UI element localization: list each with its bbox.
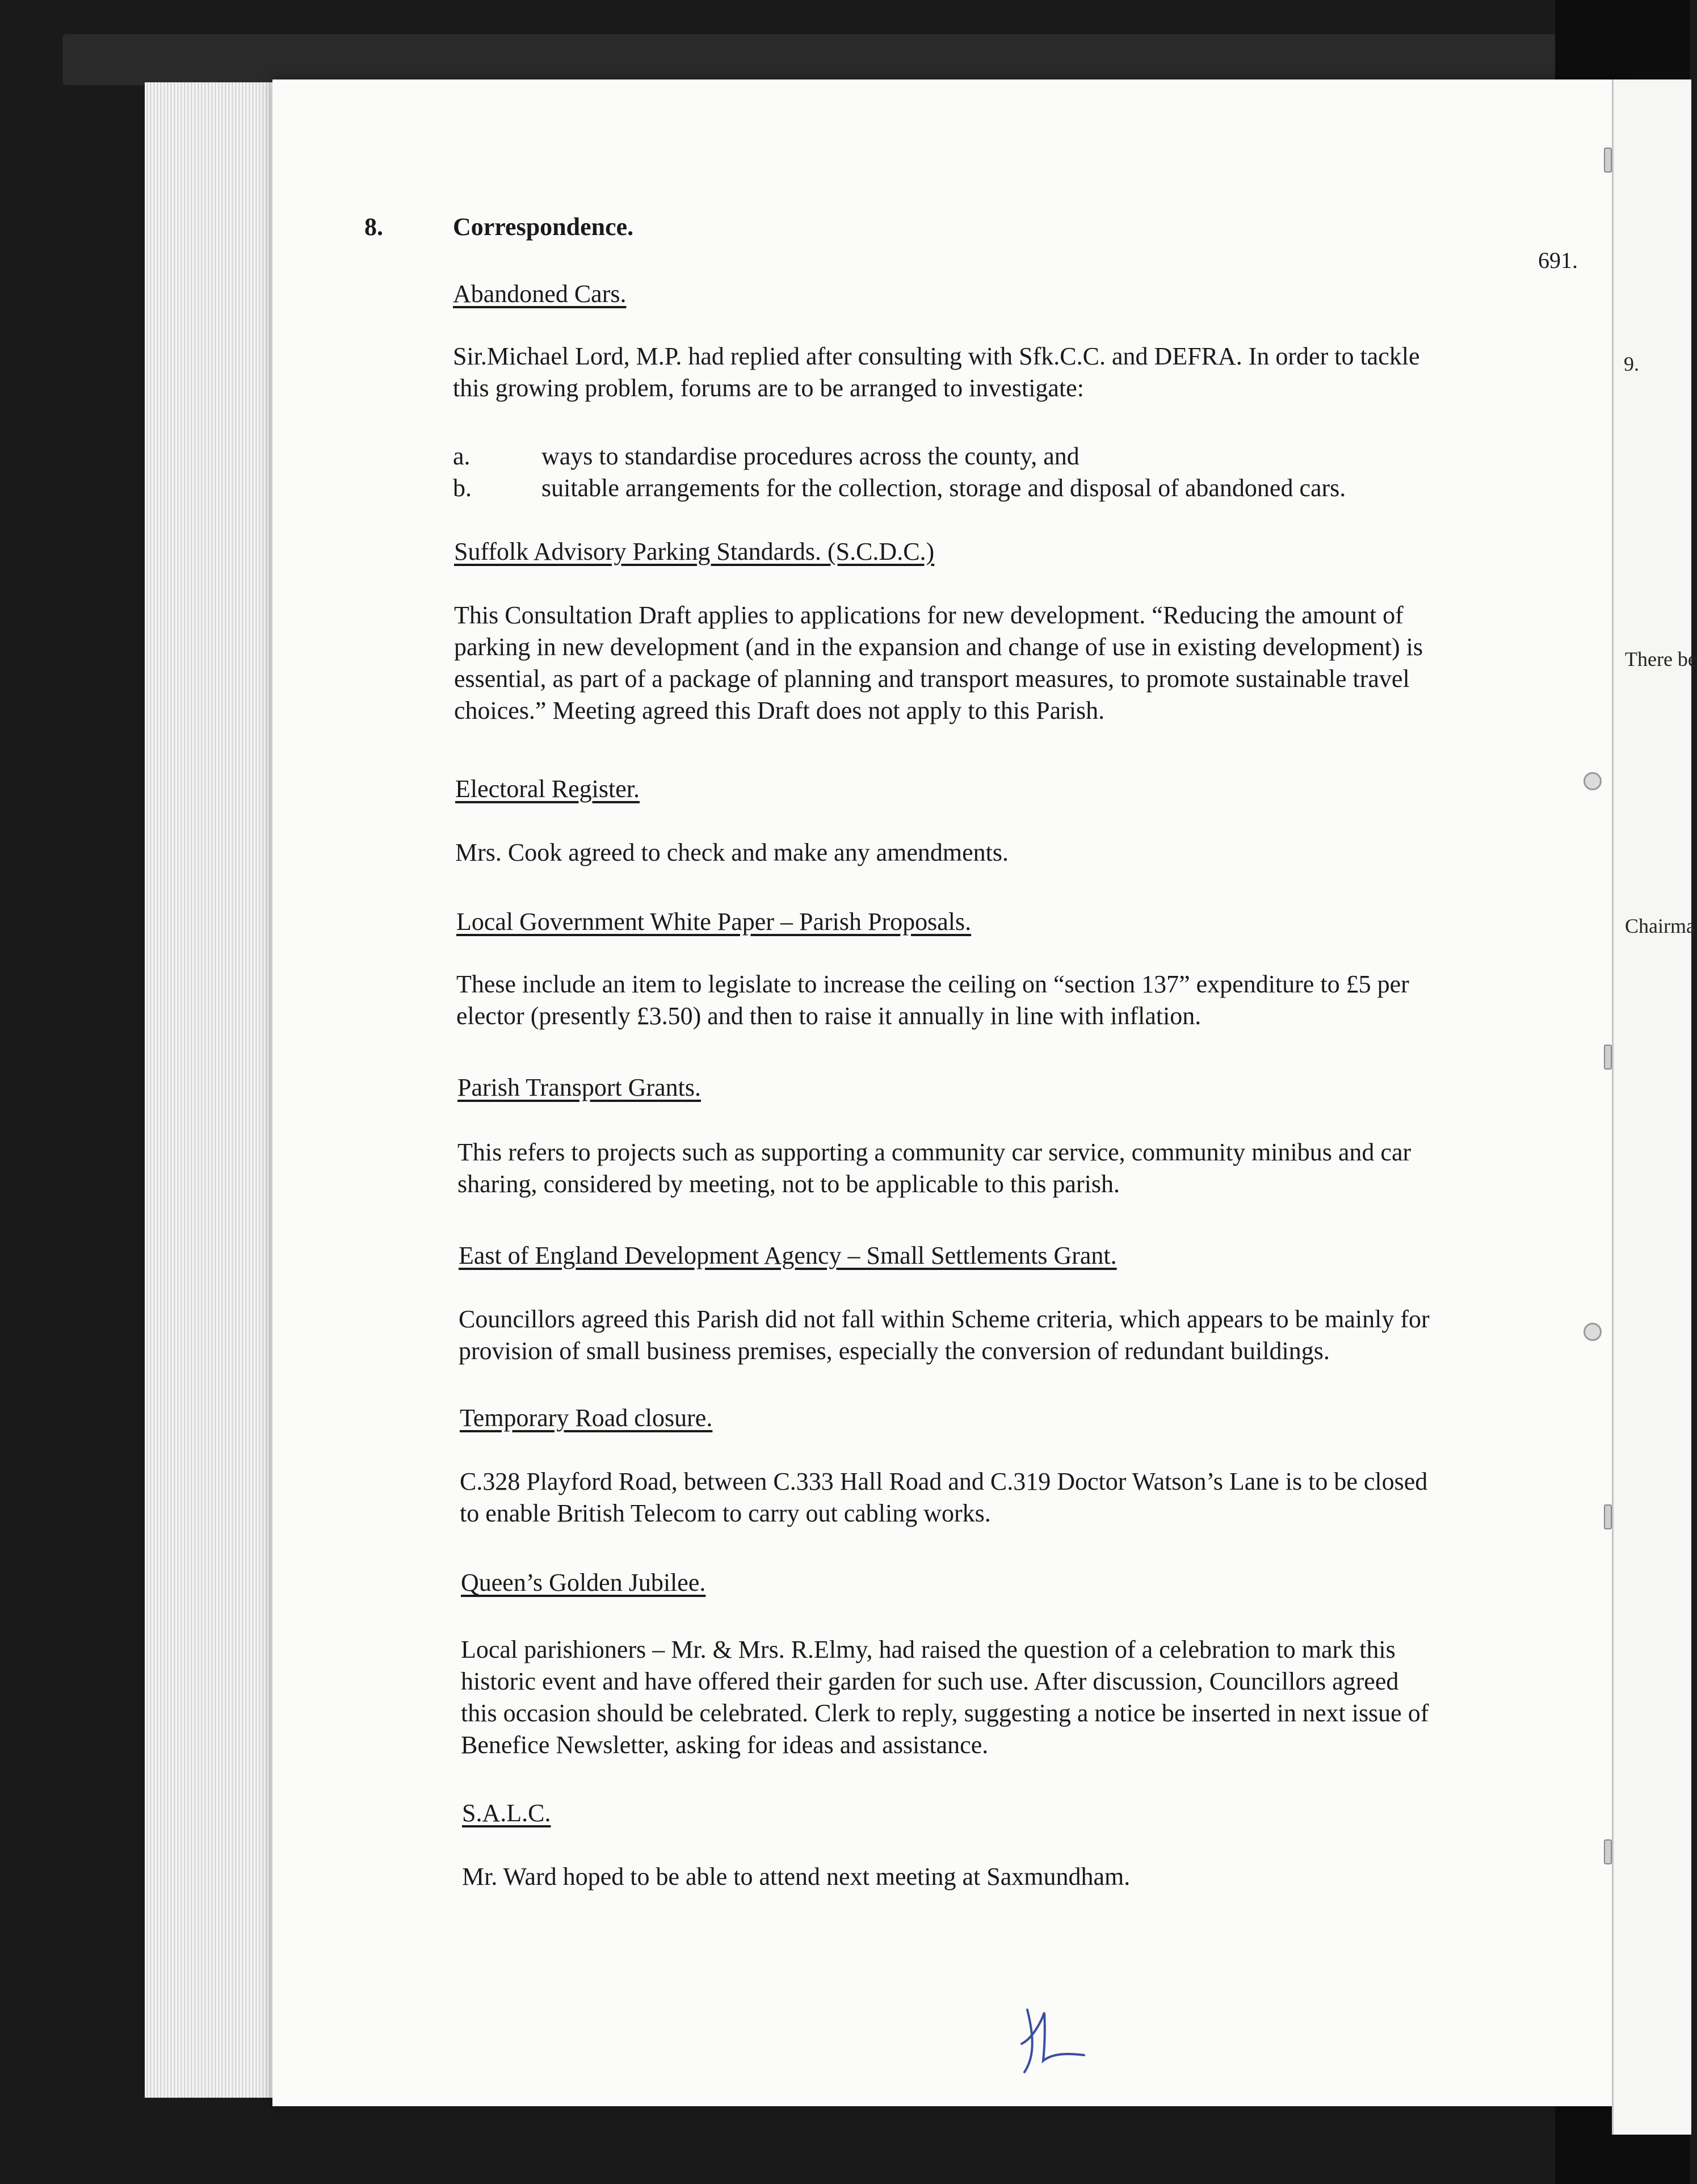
heading-electoral-register: Electoral Register. bbox=[455, 775, 640, 803]
paragraph-line: C.328 Playford Road, between C.333 Hall Road and C.319 Doctor Watson’s Lane is to be closed bbox=[460, 1468, 1428, 1495]
heading-transport-grants: Parish Transport Grants. bbox=[457, 1074, 702, 1101]
binder-peg bbox=[1604, 1839, 1612, 1864]
list-item: ways to standardise procedures across the county, and bbox=[541, 442, 1079, 470]
heading-eeda-grant: East of England Development Agency – Small Settlements Grant. bbox=[459, 1242, 1117, 1269]
paragraph-line: elector (presently £3.50) and then to raise it annually in line with inflation. bbox=[456, 1002, 1202, 1030]
paragraph-line: Benefice Newsletter, asking for ideas and assistance. bbox=[461, 1731, 989, 1759]
paragraph-line: this growing problem, forums are to be arranged to investigate: bbox=[453, 374, 1084, 402]
handwritten-initials bbox=[1010, 1998, 1090, 2078]
paragraph-line: Mr. Ward hoped to be able to attend next meeting at Saxmundham. bbox=[462, 1863, 1131, 1890]
paragraph-line: Sir.Michael Lord, M.P. had replied after consulting with Sfk.C.C. and DEFRA. In order to tackle bbox=[453, 342, 1420, 370]
heading-parking-standards: Suffolk Advisory Parking Standards. (S.C.D.C.) bbox=[454, 538, 935, 565]
paragraph-line: choices.” Meeting agreed this Draft does not apply to this Parish. bbox=[454, 697, 1105, 724]
heading-abandoned-cars: Abandoned Cars. bbox=[453, 280, 627, 308]
binder-peg bbox=[1604, 1504, 1612, 1529]
binder-peg bbox=[1604, 1045, 1612, 1070]
next-page-number: 9. bbox=[1624, 353, 1639, 375]
paragraph-line: this occasion should be celebrated. Clerk to reply, suggesting a notice be inserted in next issue of bbox=[461, 1699, 1429, 1727]
list-item: suitable arrangements for the collection, storage and disposal of abandoned cars. bbox=[541, 474, 1346, 502]
heading-golden-jubilee: Queen’s Golden Jubilee. bbox=[461, 1569, 706, 1596]
paragraph-line: These include an item to legislate to increase the ceiling on “section 137” expenditure to £5 per bbox=[456, 970, 1409, 998]
binder-ring bbox=[1583, 1323, 1602, 1341]
paragraph-line: historic event and have offered their garden for such use. After discussion, Councillors agreed bbox=[461, 1667, 1399, 1695]
list-marker: a. bbox=[453, 442, 471, 470]
paragraph-line: This refers to projects such as supporting a community car service, community minibus and car bbox=[457, 1138, 1412, 1166]
list-marker: b. bbox=[453, 474, 472, 502]
page-number: 691. bbox=[1538, 248, 1578, 273]
paragraph-line: Councillors agreed this Parish did not fall within Scheme criteria, which appears to be mainly for bbox=[459, 1305, 1430, 1333]
heading-road-closure: Temporary Road closure. bbox=[460, 1404, 713, 1432]
paragraph-line: essential, as part of a package of planning and transport measures, to promote sustainable travel bbox=[454, 665, 1410, 693]
next-page-edge bbox=[1612, 79, 1697, 2135]
next-page-text-fragment: There be bbox=[1625, 648, 1697, 670]
binder-peg bbox=[1604, 148, 1612, 173]
paragraph-line: Local parishioners – Mr. & Mrs. R.Elmy, had raised the question of a celebration to mark this bbox=[461, 1636, 1396, 1663]
section-number: 8. bbox=[364, 213, 383, 241]
paragraph-line: Mrs. Cook agreed to check and make any amendments. bbox=[455, 839, 1009, 866]
page-stack-edges bbox=[145, 82, 287, 2098]
paragraph-line: parking in new development (and in the expansion and change of use in existing development) is bbox=[454, 633, 1423, 661]
paragraph-line: to enable British Telecom to carry out cabling works. bbox=[460, 1499, 991, 1527]
binder-ring bbox=[1583, 772, 1602, 790]
section-title: Correspondence. bbox=[453, 213, 634, 241]
paragraph-line: This Consultation Draft applies to applications for new development. “Reducing the amount of bbox=[454, 601, 1404, 629]
next-page-text-fragment: Chairma bbox=[1625, 915, 1695, 937]
heading-salc: S.A.L.C. bbox=[462, 1799, 551, 1827]
binder-top-edge bbox=[62, 34, 1606, 85]
document-page bbox=[272, 79, 1618, 2106]
heading-white-paper: Local Government White Paper – Parish Proposals. bbox=[456, 908, 972, 936]
paragraph-line: sharing, considered by meeting, not to be applicable to this parish. bbox=[457, 1170, 1120, 1198]
paragraph-line: provision of small business premises, especially the conversion of redundant buildings. bbox=[459, 1337, 1330, 1365]
